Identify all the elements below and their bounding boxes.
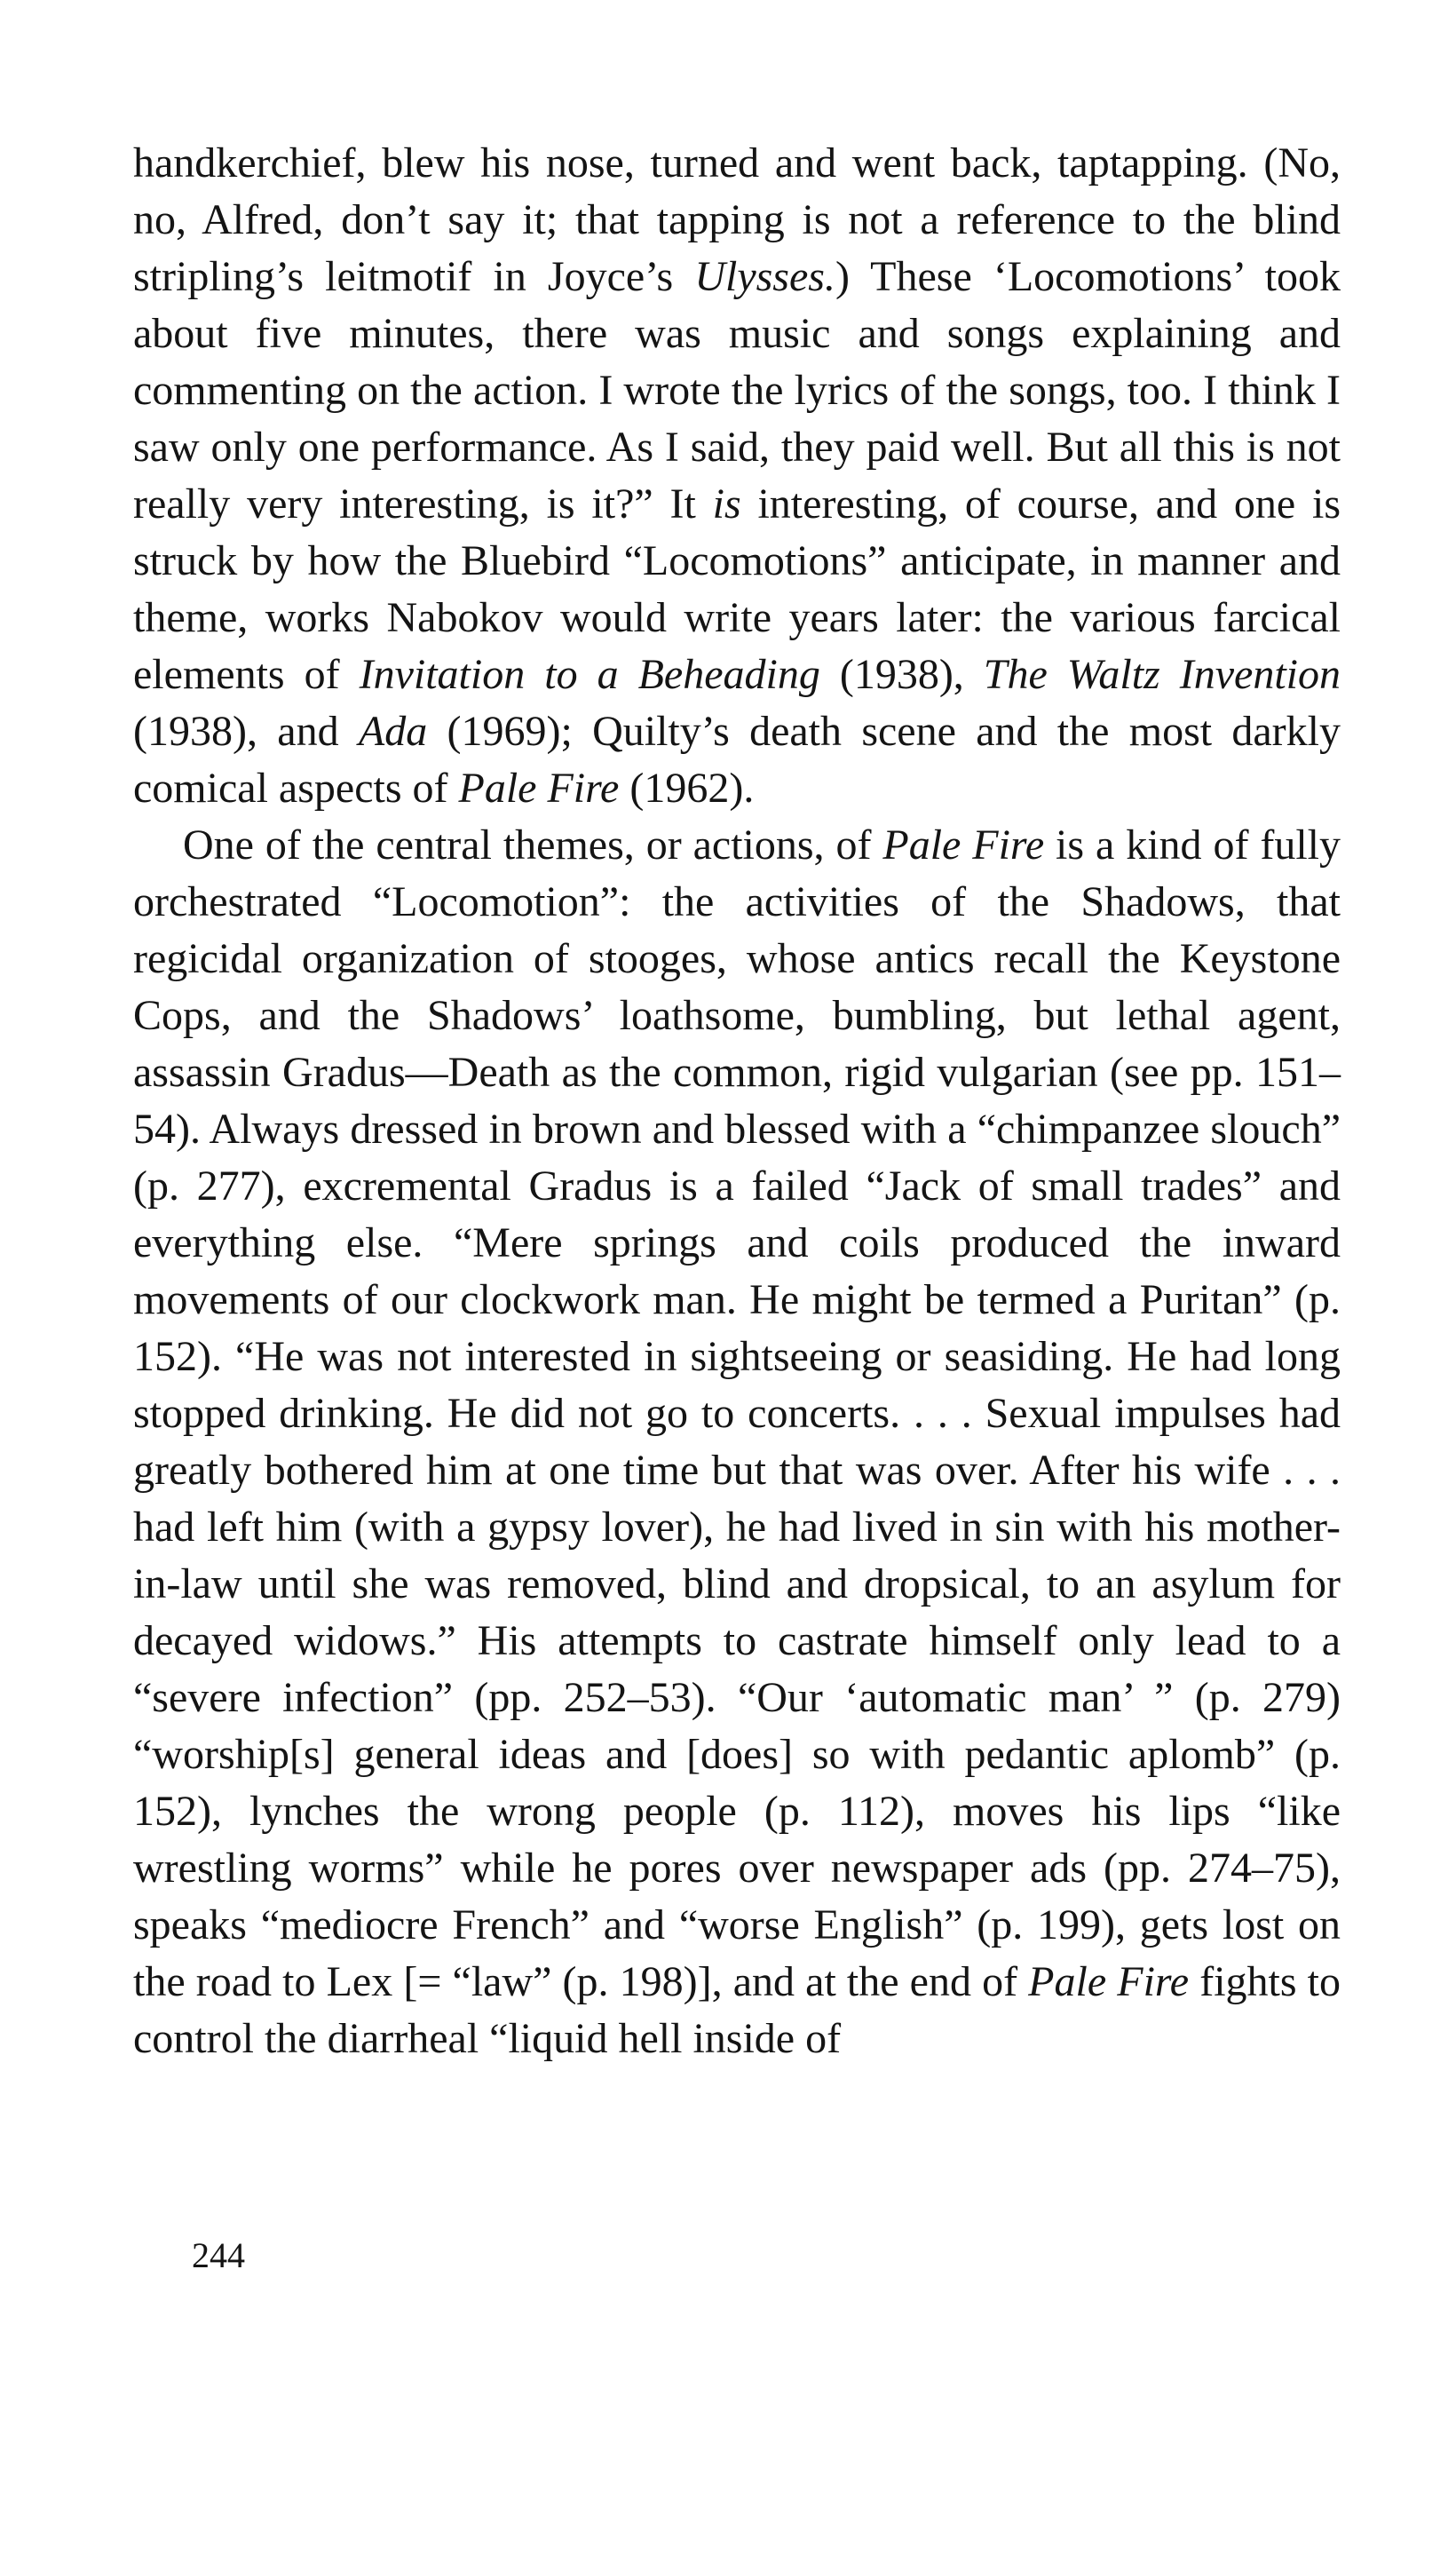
title-italic: Ulysses. [694, 253, 835, 300]
text-run: handkerchief, blew his nose, turned and went back, taptapping. (No, no, Alfred, don’t say it; that tapping is not a reference to the blind stripling’s leitmotif in Joyce’s [133, 139, 1341, 300]
text-run: ) These ‘Locomotions’ took about five minutes, there was music and songs explaining and commenting on the action. I wrote the lyrics of the songs, too. I think I saw only one performance. As I said, they paid well. But all this is not really very interesting, is it?” It [133, 253, 1341, 528]
title-italic: The Waltz Invention [983, 651, 1341, 698]
text-run: (1962). [619, 765, 755, 812]
text-run: (1938), and [133, 708, 359, 755]
paragraph-1 [133, 135, 1341, 817]
text-run: interesting, of course, and one is struck by how the Bluebird “Locomotions” anticipate, in manner and theme, works Nabokov would write years later: the various farcical elements of [133, 480, 1341, 698]
title-italic: Invitation to a Beheading [359, 651, 820, 698]
title-italic: Pale Fire [882, 821, 1045, 869]
text-run: fights to control the diarrheal “liquid hell inside of [133, 1958, 1341, 2062]
body-text [133, 135, 1341, 2067]
paragraph-2 [133, 817, 1341, 2067]
text-run: One of the central themes, or actions, of [183, 821, 883, 869]
title-italic: Ada [358, 708, 428, 755]
page-number: 244 [192, 2235, 245, 2275]
title-italic: Pale Fire [458, 765, 620, 812]
title-italic: Pale Fire [1028, 1958, 1190, 2005]
text-run: is a kind of fully orchestrated “Locomotion”: the activities of the Shadows, that regicidal organization of stooges, whose antics recall the Keystone Cops, and the Shadows’ loathsome, bumbling, but lethal agent, assassin Gradus—Death as the common, rigid vulgarian (see pp. 151–54). Always dressed in brown and blessed with a “chimpanzee slouch” (p. 277), excremental Gradus is a failed “Jack of small trades” and everything else. “Mere springs and coils produced the inward movements of our clockwork man. He might be termed a Puritan” (p. 152). “He was not interested in sightseeing or seasiding. He had long stopped drinking. He did not go to concerts. . . . Sexual impulses had greatly bothered him at one time but that was over. After his wife . . . had left him (with a gypsy lover), he had lived in sin with his mother-in-law until she was removed, blind and dropsical, to an asylum for decayed widows.” His attempts to castrate himself only lead to a “severe infection” (pp. 252–53). “Our ‘automatic man’ ” (p. 279) “worship[s] general ideas and [does] so with pedantic aplomb” (p. 152), lynches the wrong people (p. 112), moves his lips “like wrestling worms” while he pores over newspaper ads (pp. 274–75), speaks “mediocre French” and “worse English” (p. 199), gets lost on the road to Lex [= “law” (p. 198)], and at the end of [133, 821, 1341, 2005]
text-run: (1938), [819, 651, 984, 698]
emphasis-italic: is [712, 480, 741, 528]
text-run: (1969); Quilty’s death scene and the most darkly comical aspects of [133, 708, 1341, 812]
